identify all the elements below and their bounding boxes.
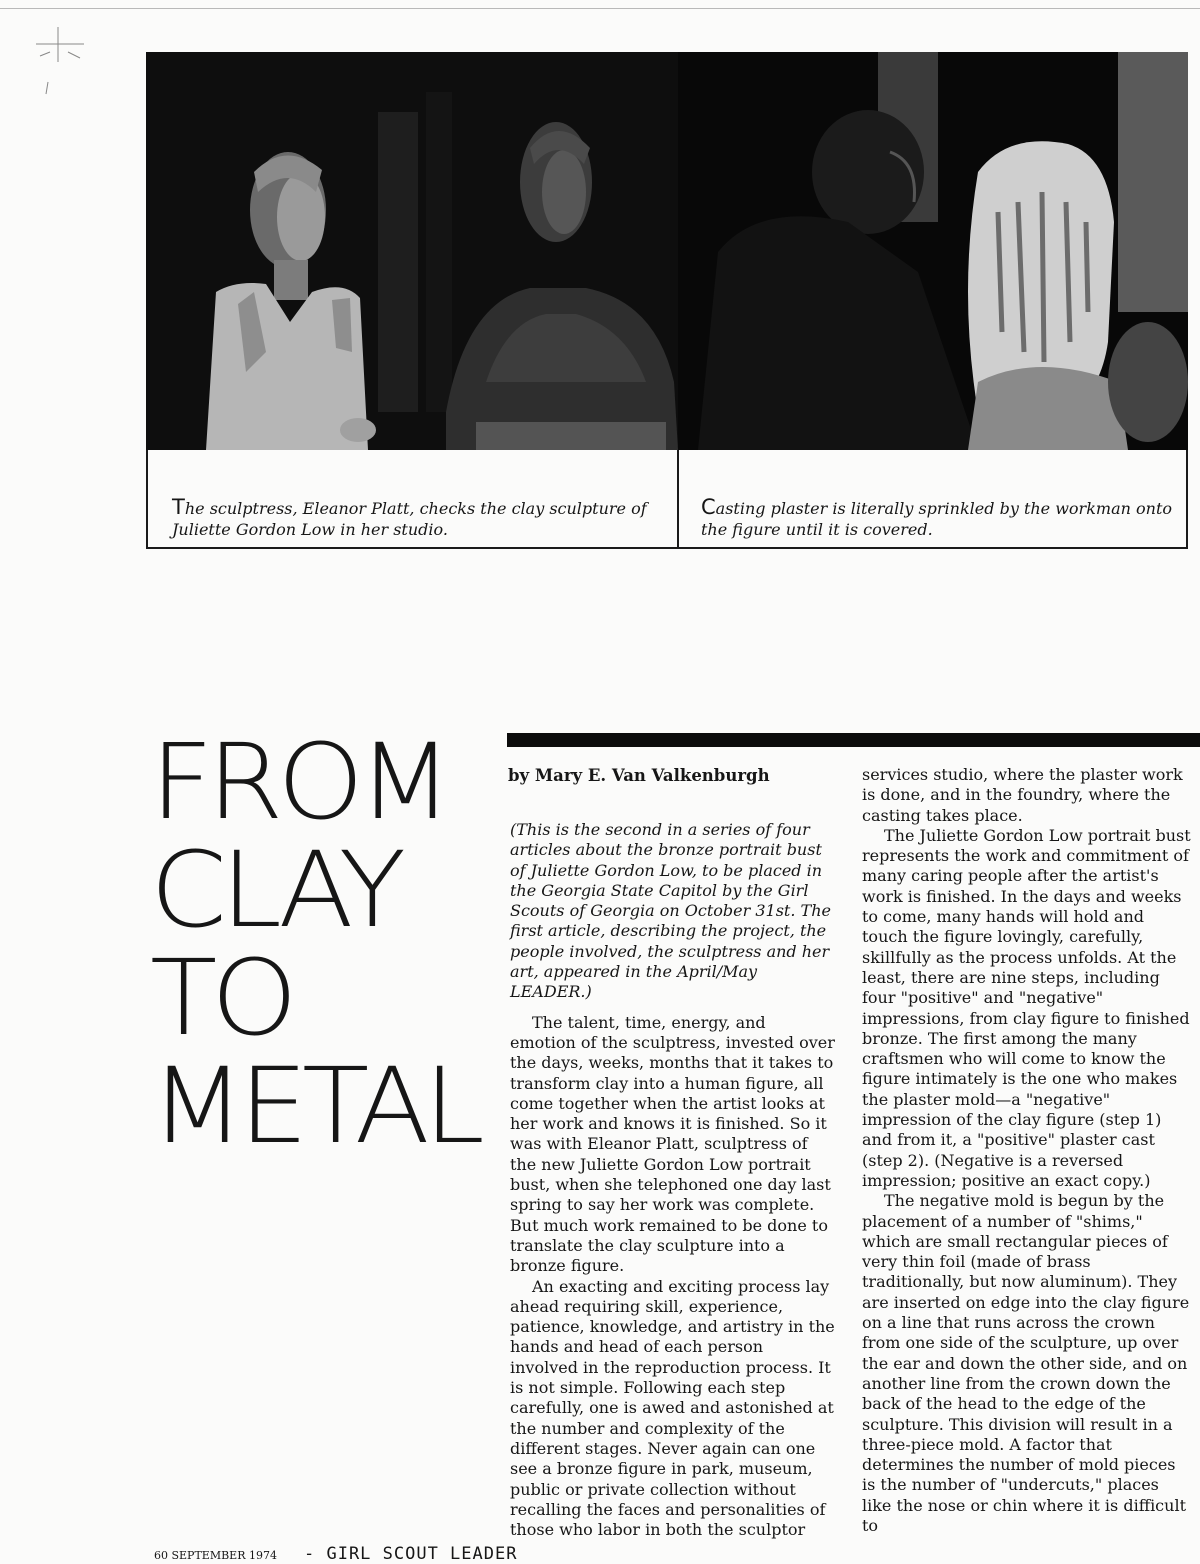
caption-left-initial: T — [172, 495, 185, 519]
article-paragraph: The talent, time, energy, and emotion of the sculptress, invested over the days, weeks, months that it takes to transform clay into a human figure, all come together when the artist looks at her work and knows it is finished. So it was with Eleanor Platt, sculptress of the new Juliette Gordon Low portrait bust, when she telephoned one day last spring to say her work was complete. But much work remained to be done to translate the clay sculpture into a bronze figure. — [510, 1012, 835, 1276]
photo-sculptress — [146, 52, 678, 450]
headline-line-2: CLAY — [150, 829, 400, 951]
scan-artifact-marks — [28, 22, 88, 102]
caption-right — [679, 450, 1188, 549]
article-headline — [150, 721, 479, 1167]
article-paragraph: The Juliette Gordon Low portrait bust represents the work and commitment of many caring people after the artist's work is finished. In the days and weeks to come, many hands will hold and touch the figure lovingly, carefully, skillfully as the process unfolds. At the least, there are nine steps, including four "positive" and "negative" impressions, from clay figure to finished bronze. The first among the many craftsmen who will come to know the figure intimately is the one who makes the plaster mold—a "negative" impression of the clay figure (step 1) and from it, a "positive" plaster cast (step 2). (Negative is a reversed impression; positive an exact copy.) — [862, 825, 1191, 1190]
article-paragraph: The negative mold is begun by the placement of a number of "shims," which are small rectangular pieces of very thin foil (made of brass traditionally, but now aluminum). They are inserted on edge into the clay figure on a line that runs across the crown from one side of the sculpture, up over the ear and down the other side, and on another line from the crown down the back of the head to the edge of the sculpture. This division will result in a three-piece mold. A factor that determines the number of mold pieces is the number of "undercuts," places like the nose or chin where it is difficult to — [862, 1191, 1190, 1535]
photo-strip — [146, 52, 1188, 450]
caption-right-initial: C — [701, 495, 716, 519]
publication-stamp: - GIRL SCOUT LEADER — [304, 1544, 518, 1564]
caption-right-text: asting plaster is literally sprinkled by the workman onto the figure until it is covered. — [701, 499, 1172, 539]
headline-line-1: FROM — [150, 721, 447, 843]
headline-line-3: TO — [150, 937, 292, 1059]
top-edge-line — [0, 8, 1200, 9]
article-intro: (This is the second in a series of four articles about the bronze portrait bust of Juliette Gordon Low, to be placed in the Georgia State Capitol by the Girl Scouts of Georgia on October 31st. The first article, describing the project, the people involved, the sculptress and her art, appeared in the April/May LEADER.) — [510, 820, 831, 1002]
article-paragraph: An exacting and exciting process lay ahead requiring skill, experience, patience, knowledge, and artistry in the hands and head of each person involved in the reproduction process. It is not simple. Following each step carefully, one is awed and astonished at the number and complexity of the different stages. Never again can one see a bronze figure in park, museum, public or private collection without recalling the faces and personalities of those who labor in both the sculptor — [510, 1276, 835, 1540]
headline-line-4: METAL — [150, 1045, 479, 1167]
caption-left — [146, 450, 679, 549]
page-folio: 60 SEPTEMBER 1974 — [154, 1549, 277, 1562]
article-column-1 — [510, 820, 836, 1540]
photo-workman — [678, 52, 1188, 450]
article-column-2 — [862, 765, 1192, 1536]
caption-left-text: he sculptress, Eleanor Platt, checks the clay sculpture of Juliette Gordon Low in her studio. — [172, 499, 647, 539]
heavy-rule — [507, 733, 1200, 747]
article-paragraph: services studio, where the plaster work is done, and in the foundry, where the casting takes place. — [862, 765, 1183, 825]
byline: by Mary E. Van Valkenburgh — [508, 766, 770, 785]
